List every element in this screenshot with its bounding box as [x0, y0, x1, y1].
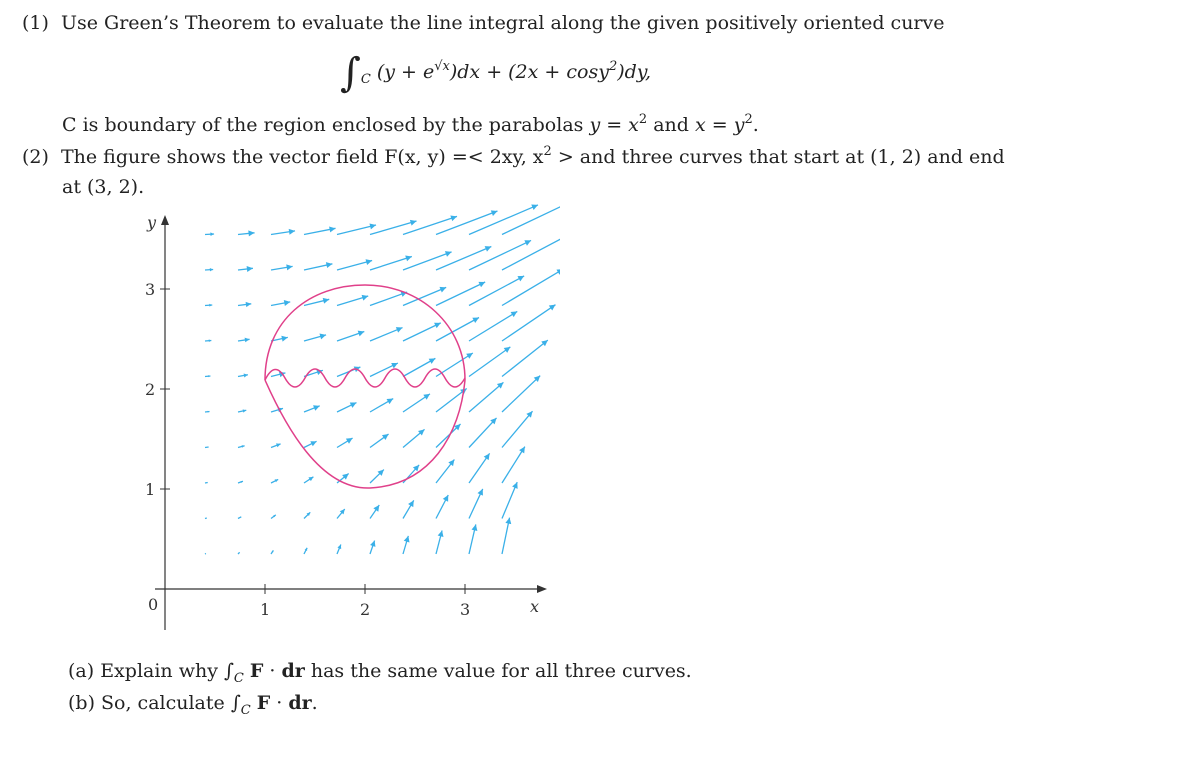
field-arrow — [502, 411, 533, 447]
field-arrowhead — [210, 232, 214, 236]
integrand-exp: √x — [434, 59, 450, 74]
problem2-line2: at (3, 2). — [62, 176, 145, 198]
part-b-end: . — [311, 692, 318, 714]
lower-loop-curve — [265, 380, 465, 488]
field-arrow — [469, 205, 538, 235]
field-arrow — [238, 552, 240, 554]
field-arrowhead — [286, 264, 292, 270]
field-arrowhead — [504, 347, 511, 353]
part-b-integral: ∫ — [230, 692, 241, 714]
integrand-a: (y + e — [376, 61, 435, 83]
x-tick-label: 3 — [460, 600, 471, 619]
y-tick-label: 1 — [145, 480, 156, 499]
part-b-dot: · — [270, 692, 289, 714]
field-arrow — [205, 553, 206, 554]
part-b-F: F — [256, 692, 271, 714]
field-arrowhead — [370, 541, 375, 547]
part-b-sub: C — [240, 702, 251, 718]
field-arrowhead — [472, 524, 478, 531]
field-arrowhead — [209, 339, 212, 342]
part-a-text: (a) Explain why — [68, 660, 224, 682]
problem1-integral — [340, 50, 651, 96]
field-arrow — [469, 418, 497, 448]
field-arrowhead — [438, 530, 444, 537]
field-arrowhead — [505, 518, 511, 524]
vector-field-arrows — [205, 200, 560, 554]
field-arrow — [502, 269, 560, 305]
x-tick-label: 2 — [360, 600, 371, 619]
y-tick-label: 3 — [145, 280, 156, 299]
field-arrowhead — [210, 268, 213, 271]
field-arrowhead — [484, 453, 490, 460]
field-arrowhead — [369, 224, 376, 230]
field-arrowhead — [423, 394, 430, 400]
region-and: and — [647, 114, 695, 136]
field-arrowhead — [281, 336, 287, 342]
problem2-label: (2) — [22, 146, 49, 168]
field-arrow — [502, 305, 555, 341]
field-arrow — [502, 376, 540, 412]
field-arrow — [238, 517, 241, 519]
part-a-dot: · — [263, 660, 282, 682]
region-sq2: 2 — [744, 112, 753, 127]
part-b-dr: dr — [288, 692, 312, 714]
field-arrow — [469, 240, 531, 270]
field-arrow — [205, 518, 207, 519]
region-sq1: 2 — [638, 112, 648, 127]
upper-arc-curve — [265, 285, 465, 380]
field-arrowhead — [382, 434, 389, 440]
part-b-text: (b) So, calculate — [68, 692, 231, 714]
integrand-c: )dy, — [617, 61, 652, 83]
field-arrow — [502, 234, 560, 270]
problem1-text: Use Green’s Theorem to evaluate the line integral along the given positively oriented curve — [60, 12, 945, 34]
problem2-line1-sq: 2 — [543, 144, 552, 159]
field-arrow — [403, 323, 441, 341]
field-arrowhead — [549, 305, 556, 311]
part-b — [68, 692, 318, 718]
region-end: . — [752, 114, 759, 136]
wavy-middle-curve — [265, 369, 465, 387]
integrand-b: )dx + (2x + cosy — [449, 61, 609, 83]
field-arrow — [469, 382, 503, 412]
field-arrow — [205, 447, 209, 448]
y-axis-arrowhead — [161, 215, 169, 225]
field-arrowhead — [319, 334, 326, 340]
field-arrowhead — [373, 505, 379, 512]
vector-field-figure — [110, 200, 560, 630]
part-a-F: F — [249, 660, 264, 682]
y-axis-label: y — [147, 213, 157, 232]
x-axis-arrowhead — [537, 585, 547, 593]
region-eq1: y = x — [589, 114, 639, 136]
x-tick-label: 1 — [260, 600, 271, 619]
axes — [145, 213, 547, 630]
field-arrowhead — [358, 331, 365, 337]
field-arrowhead — [366, 259, 373, 265]
problem2-line1: The figure shows the vector field F(x, y) =< 2xy, x — [60, 146, 544, 168]
field-arrowhead — [329, 227, 335, 233]
field-arrow — [436, 211, 497, 235]
part-a-dr: dr — [281, 660, 305, 682]
integral-subscript: C — [360, 71, 371, 87]
field-arrowhead — [326, 262, 333, 268]
part-a-sub: C — [233, 670, 244, 686]
field-arrow — [205, 482, 208, 483]
field-arrow — [337, 225, 376, 234]
y-ticks — [145, 280, 170, 499]
region-eq2: x = y — [694, 114, 745, 136]
integral-sign: ∫ — [340, 50, 361, 96]
part-a-integral: ∫ — [223, 660, 234, 682]
field-arrow — [403, 252, 452, 270]
x-axis-label: x — [530, 597, 540, 616]
problem1-statement — [22, 12, 945, 34]
field-arrowhead — [450, 215, 457, 221]
field-arrow — [436, 246, 491, 270]
field-arrow — [469, 311, 517, 341]
field-arrow — [469, 276, 524, 306]
field-arrowhead — [323, 298, 330, 304]
origin-label: 0 — [148, 595, 159, 614]
region-text: C is boundary of the region enclosed by the parabolas — [62, 114, 590, 136]
problem2-line1-end: > and three curves that start at (1, 2) and end — [551, 146, 1005, 168]
problem2-statement — [22, 144, 1005, 168]
field-arrow — [469, 347, 510, 377]
field-arrowhead — [284, 300, 290, 306]
field-arrow — [502, 340, 548, 376]
field-arrowhead — [209, 304, 212, 307]
integrand-sq: 2 — [608, 59, 618, 74]
field-arrowhead — [289, 229, 295, 235]
part-a — [68, 660, 692, 686]
problem1-region — [62, 112, 759, 136]
field-arrow — [370, 257, 412, 270]
curves — [265, 285, 465, 488]
problem1-label: (1) — [22, 12, 49, 34]
field-arrow — [436, 317, 479, 341]
field-arrowhead — [556, 269, 560, 275]
field-arrow — [403, 216, 457, 234]
field-arrow — [502, 447, 525, 483]
y-tick-label: 2 — [145, 380, 156, 399]
field-arrow — [436, 282, 485, 306]
part-a-end: has the same value for all three curves. — [304, 660, 692, 682]
